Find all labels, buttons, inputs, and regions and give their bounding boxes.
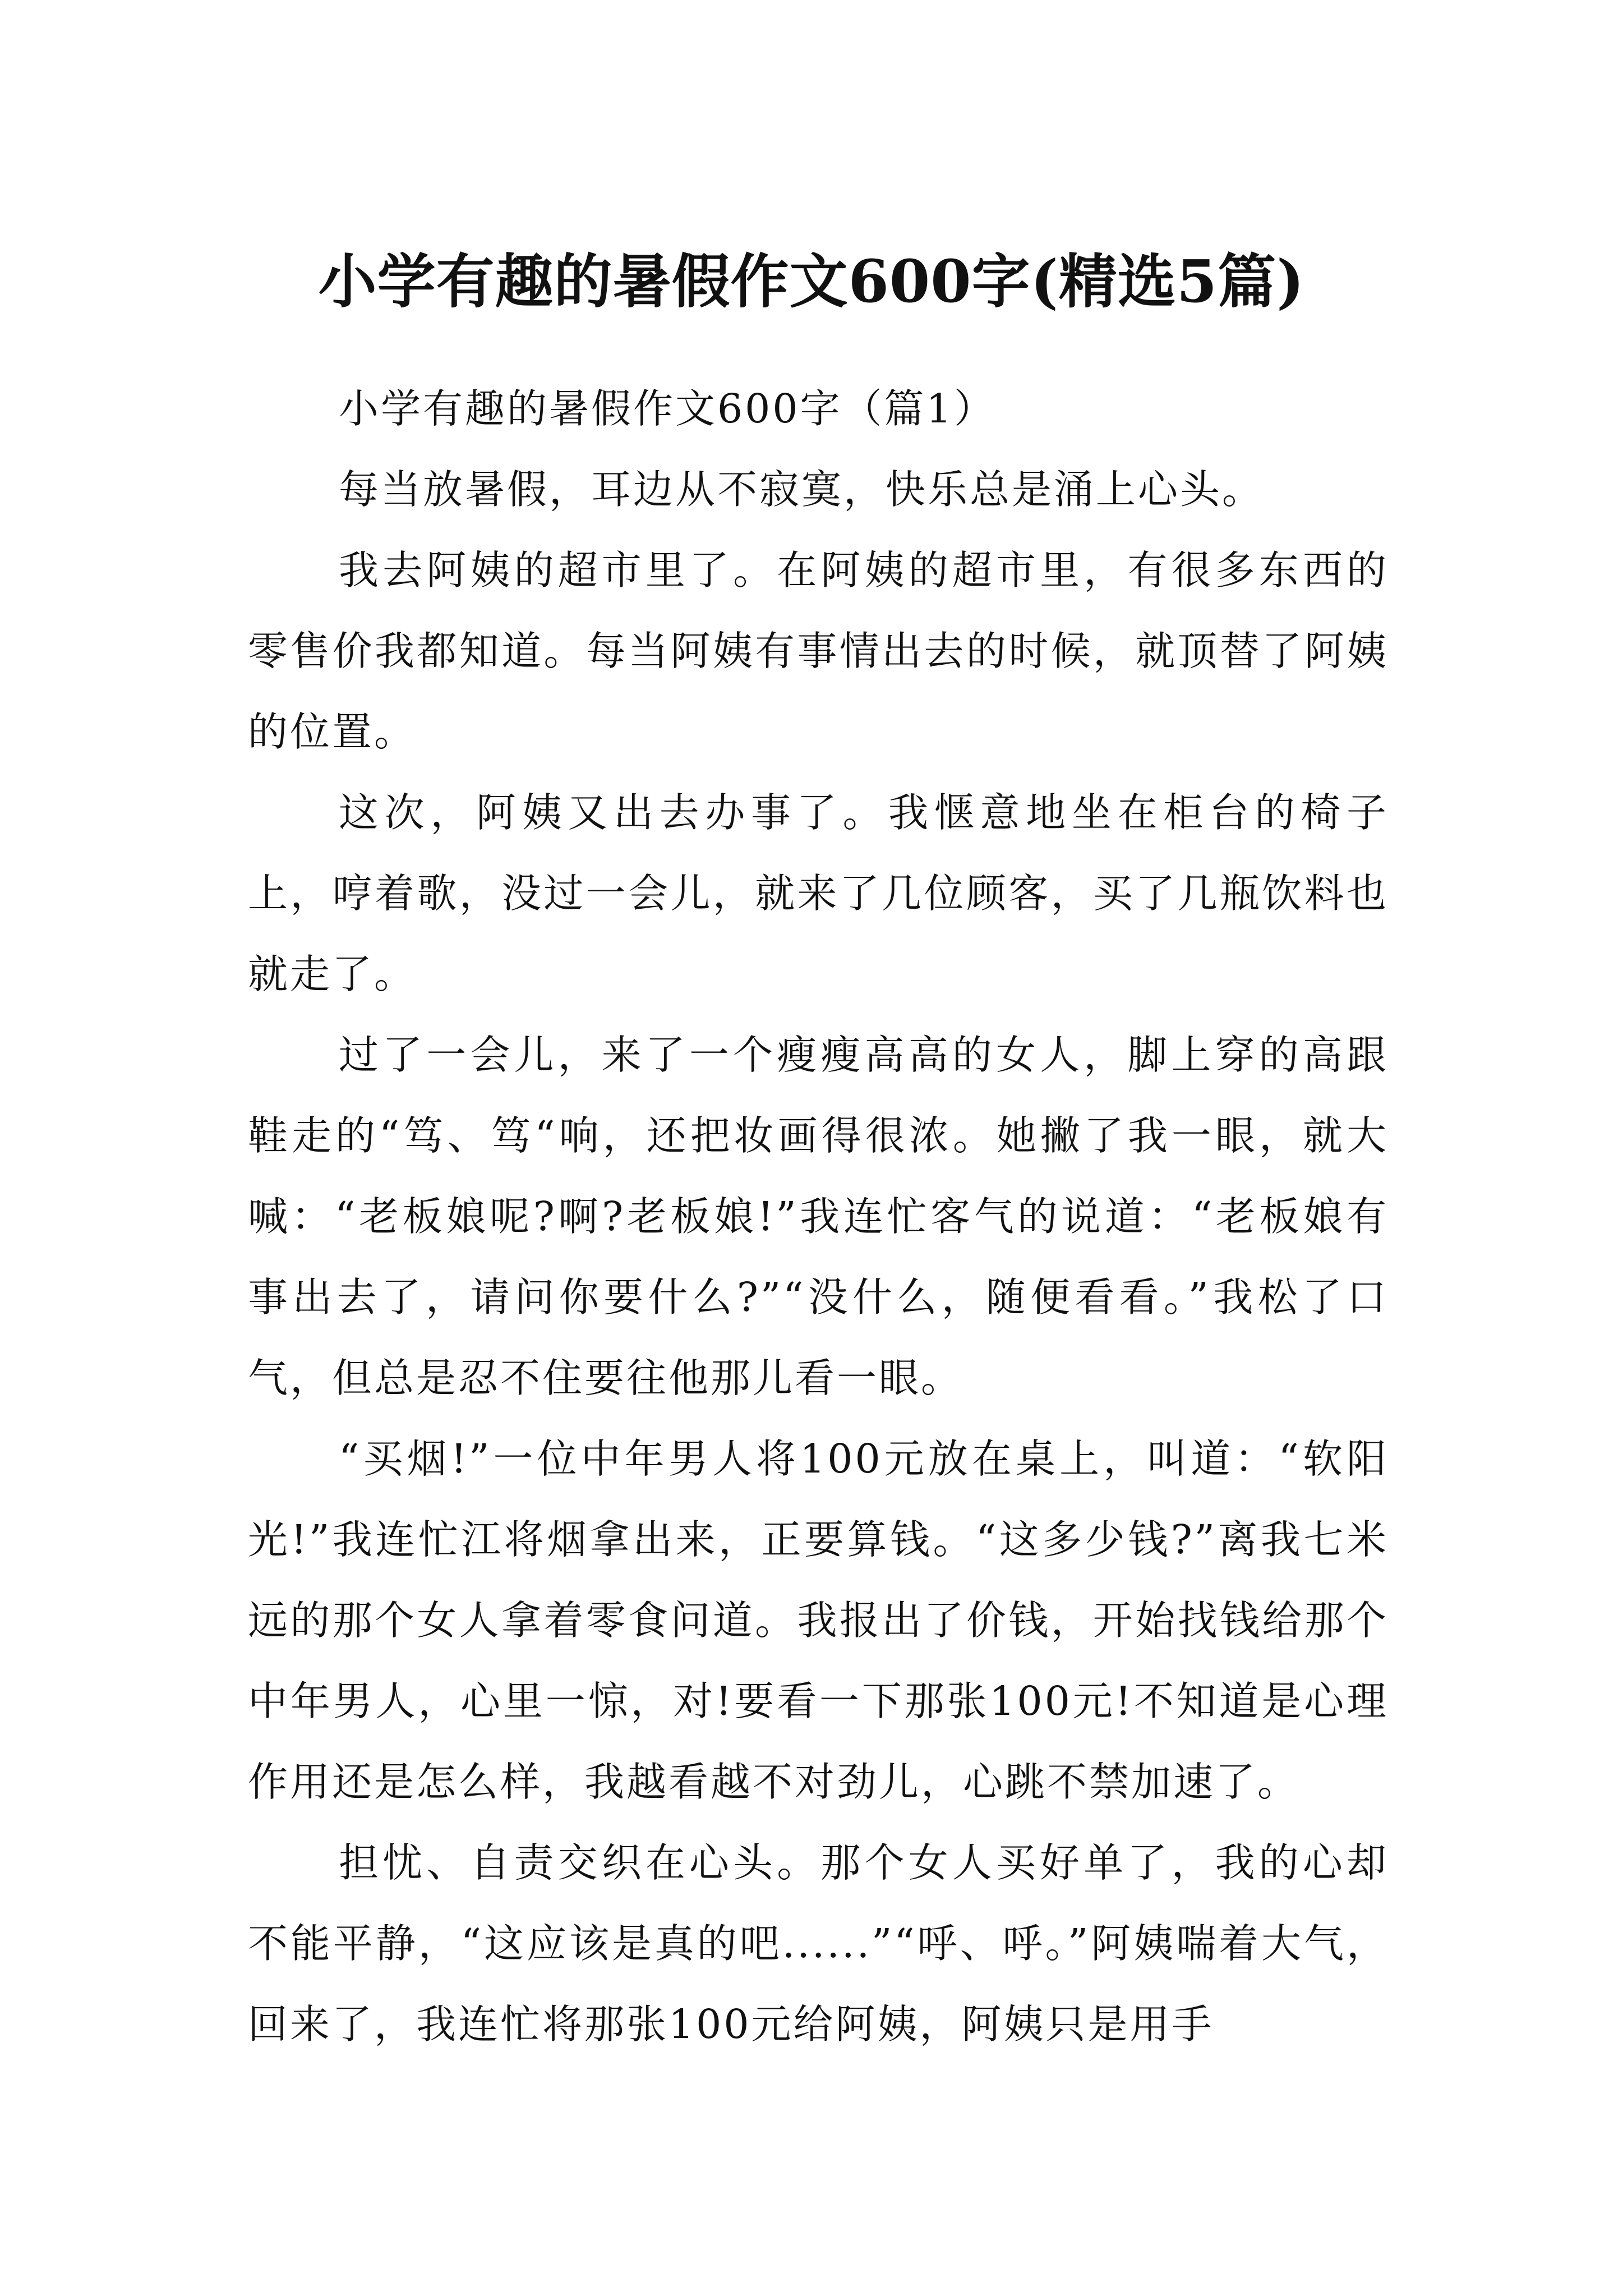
- section-heading: 小学有趣的暑假作文600字（篇1）: [339, 385, 996, 432]
- paragraph: “买烟!”一位中年男人将100元放在桌上，叫道：“软阳光!”我连忙江将烟拿出来，正要算钱。“这多少钱?”离我七米远的那个女人拿着零食问道。我报出了价钱，开始找钱给那个中年男人，心里一惊，对!要看一下那张100元!不知道是心理作用还是怎么样，我越看越不对劲儿，心跳不禁加速了。: [248, 1435, 1389, 1805]
- paragraph: 担忧、自责交织在心头。那个女人买好单了，我的心却不能平静，“这应该是真的吧......”“呼、呼。”阿姨喘着大气，回来了，我连忙将那张100元给阿姨，阿姨只是用手: [248, 1839, 1389, 2047]
- paragraph: 这次，阿姨又出去办事了。我惬意地坐在柜台的椅子上，哼着歌，没过一会儿，就来了几位顾客，买了几瓶饮料也就走了。: [248, 789, 1389, 997]
- paragraph: 过了一会儿，来了一个瘦瘦高高的女人，脚上穿的高跟鞋走的“笃、笃“响，还把妆画得很浓。她撇了我一眼，就大喊：“老板娘呢?啊?老板娘!”我连忙客气的说道：“老板娘有事出去了，请问你要什么?”“没什么，随便看看。”我松了口气，但总是忍不住要往他那儿看一眼。: [248, 1032, 1389, 1401]
- document-body: [248, 369, 1389, 2065]
- paragraph: 每当放暑假，耳边从不寂寞，快乐总是涌上心头。: [339, 466, 1265, 513]
- document-title: 小学有趣的暑假作文600字(精选5篇): [318, 246, 1305, 316]
- paragraph: 我去阿姨的超市里了。在阿姨的超市里，有很多东西的零售价我都知道。每当阿姨有事情出去的时候，就顶替了阿姨的位置。: [248, 547, 1389, 755]
